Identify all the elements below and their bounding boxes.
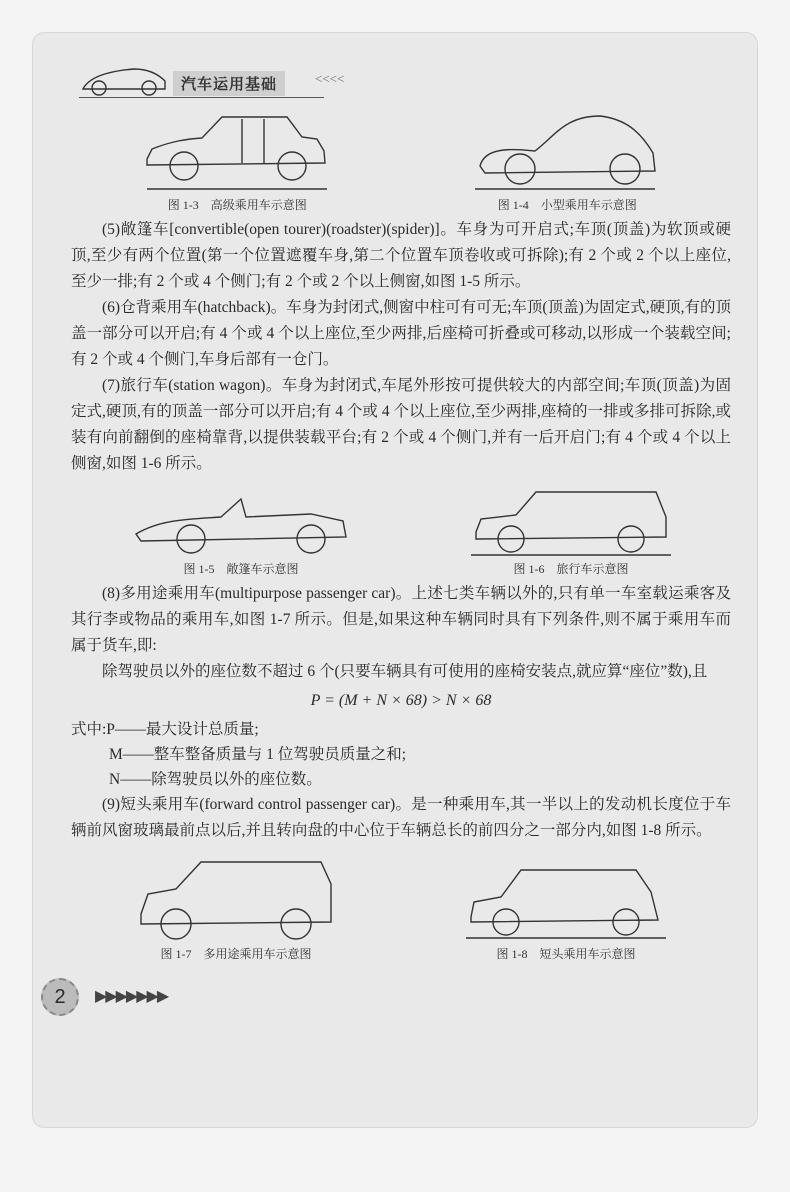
page-content xyxy=(71,111,731,962)
paragraph-seat-condition: 除驾驶员以外的座位数不超过 6 个(只要车辆具有可使用的座椅安装点,就应算“座位”数),且 xyxy=(102,663,708,680)
mpv-illustration xyxy=(136,854,336,942)
page-footer xyxy=(41,978,729,1018)
formula: P = (M + N × 68) > N × 68 xyxy=(310,692,492,709)
definition-m: M——整车整备质量与 1 位驾驶员质量之和; xyxy=(109,746,407,763)
header-title: 汽车运用基础 xyxy=(173,71,285,96)
figure-caption: 图 1-7 多用途乘用车示意图 xyxy=(160,947,312,961)
convertible-illustration xyxy=(131,489,351,557)
sedan-illustration xyxy=(142,111,332,193)
paragraph-forward-control: (9)短头乘用车(forward control passenger car)。是一种乘用车,其一半以上的发动机长度位于车辆前风窗玻璃最前点以后,并且转向盘的中心位于车辆总长的前四分之一部分内,如图 1-8 所示。 xyxy=(71,796,731,839)
figure-caption: 图 1-6 旅行车示意图 xyxy=(513,562,629,576)
figure-row xyxy=(71,111,731,213)
paragraph-convertible: (5)敞篷车[convertible(open tourer)(roadster)(spider)]。车身为可开启式;车顶(顶盖)为软顶或硬顶,至少有两个位置(第一个位置遮覆车身,第二个位置车顶卷收或可拆除);有 2 个或 2 个以上座位,至少一排;有 2 个或 4 个侧门;有 2 个或 2 个以上侧窗,如图 1-5 所示。 xyxy=(71,221,731,290)
forward-control-car-illustration xyxy=(466,862,666,942)
paragraph-mpv: (8)多用途乘用车(multipurpose passenger car)。上述七类车辆以外的,只有单一车室载运乘客及其行李或物品的乘用车,如图 1-7 所示。但是,如果这种车辆同时具有下列条件,则不属于乘用车而属于货车,即: xyxy=(71,585,731,654)
figure-caption: 图 1-3 高级乘用车示意图 xyxy=(167,198,307,212)
header-chevrons: <<<< xyxy=(315,71,345,86)
book-page xyxy=(32,32,758,1128)
figure-1-5 xyxy=(131,489,351,577)
figure-1-8 xyxy=(466,862,666,962)
figure-1-7 xyxy=(136,854,336,962)
paragraph-hatchback: (6)仓背乘用车(hatchback)。车身为封闭式,侧窗中柱可有可无;车顶(顶盖)为固定式,硬顶,有的顶盖一部分可以开启;有 4 个或 4 个以上座位,至少两排,后座椅可折叠或可移动,以形成一个装载空间;有 2 个或 4 个侧门,车身后部有一仓门。 xyxy=(71,299,731,368)
footer-arrows: ▶▶▶▶▶▶▶ xyxy=(95,988,168,1005)
figure-1-3 xyxy=(142,111,332,213)
station-wagon-illustration xyxy=(471,487,671,557)
running-header xyxy=(79,61,345,101)
figure-row xyxy=(71,487,731,577)
compact-car-illustration xyxy=(475,111,660,193)
page-number: 2 xyxy=(41,978,79,1016)
figure-caption: 图 1-8 短头乘用车示意图 xyxy=(496,947,636,961)
definition-n: N——除驾驶员以外的座位数。 xyxy=(109,771,322,788)
header-rule xyxy=(79,97,324,98)
figure-1-4 xyxy=(475,111,660,213)
figure-caption: 图 1-4 小型乘用车示意图 xyxy=(497,198,637,212)
paragraph-station-wagon: (7)旅行车(station wagon)。车身为封闭式,车尾外形按可提供较大的内部空间;车顶(顶盖)为固定式,硬顶,有的顶盖一部分可以开启;有 4 个或 4 个以上座位,至少两排,座椅的一排或多排可拆除,或装有向前翻倒的座椅靠背,以提供装载平台;有 2 个或 4 个侧门,并有一后开启门;有 4 个或 4 个以上侧窗,如图 1-6 所示。 xyxy=(71,377,731,472)
sports-car-logo-icon xyxy=(79,61,169,97)
figure-caption: 图 1-5 敞篷车示意图 xyxy=(183,562,299,576)
definition-p: 式中:P——最大设计总质量; xyxy=(71,721,259,738)
figure-1-6 xyxy=(471,487,671,577)
figure-row xyxy=(71,854,731,962)
